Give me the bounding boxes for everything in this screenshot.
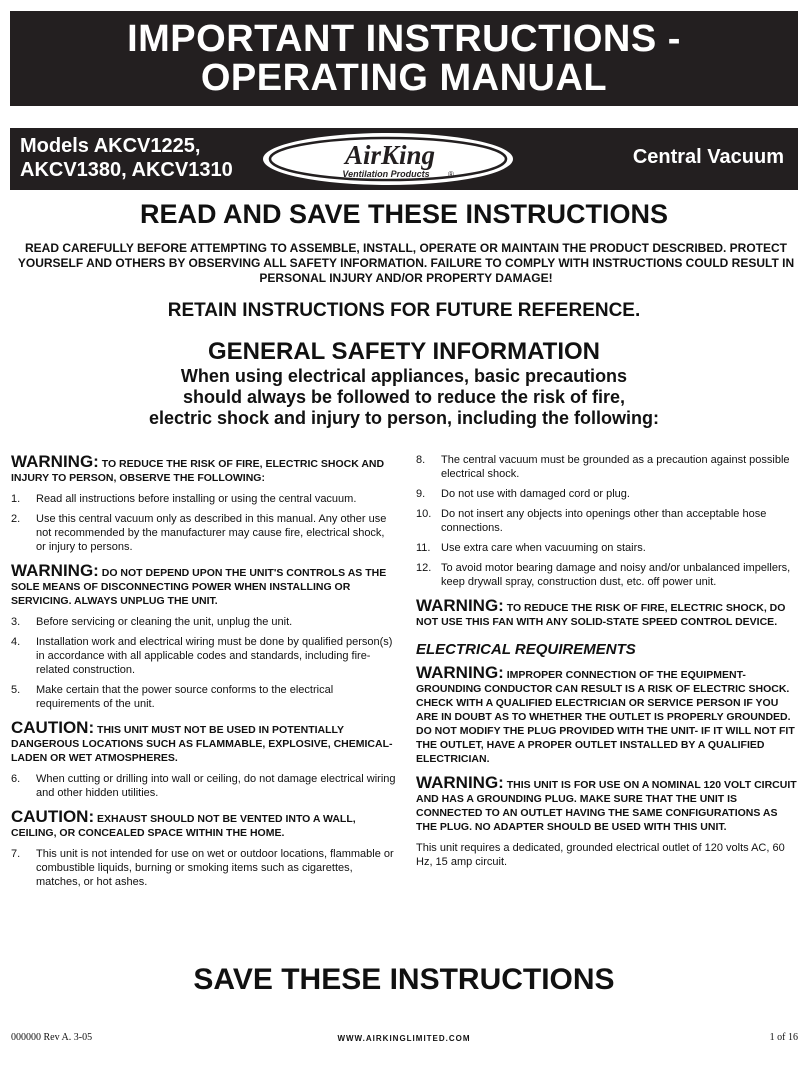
list-item-text: Installation work and electrical wiring must be done by qualified person(s) in accordance with all applicable codes and standards, including fire-related construction. xyxy=(36,636,393,676)
list-item xyxy=(11,615,396,629)
warning-label: WARNING: xyxy=(11,452,99,471)
retain-heading: RETAIN INSTRUCTIONS FOR FUTURE REFERENCE. xyxy=(167,300,641,321)
website-link[interactable]: WWW.AIRKINGLIMITED.COM xyxy=(337,1034,471,1043)
caution-label: CAUTION: xyxy=(11,718,95,737)
list-item-text: This unit is not intended for use on wet or outdoor locations, flammable or combustible liquids, burning or smoking items such as cigarettes, matches, or hot ashes. xyxy=(36,848,394,888)
warning-block xyxy=(416,596,800,629)
list-group xyxy=(11,772,396,800)
doc-revision: 000000 Rev A. 3-05 xyxy=(11,1032,93,1043)
list-item-text: Before servicing or cleaning the unit, unplug the unit. xyxy=(36,616,293,628)
list-group xyxy=(416,453,800,589)
list-item-text: The central vacuum must be grounded as a precaution against possible electrical shock. xyxy=(441,454,790,480)
caution-text: THIS UNIT MUST NOT BE USED IN POTENTIALLY DANGEROUS LOCATIONS SUCH AS FLAMMABLE, EXPLOSIVE, CHEMICAL-LADEN OR WET ATMOSPHERES. xyxy=(11,724,393,764)
list-item xyxy=(416,541,800,555)
electrical-requirements-heading: ELECTRICAL REQUIREMENTS xyxy=(416,641,636,658)
list-item xyxy=(11,492,396,506)
safety-intro xyxy=(0,366,808,429)
caution-block xyxy=(11,718,396,765)
list-item xyxy=(11,772,396,800)
warning-block xyxy=(416,663,800,766)
safety-intro-line-1: When using electrical appliances, basic precautions xyxy=(180,366,628,386)
title-line-2: OPERATING MANUAL xyxy=(200,57,608,99)
warning-label: WARNING: xyxy=(416,663,504,682)
general-safety-heading: GENERAL SAFETY INFORMATION xyxy=(207,338,600,365)
list-item-number: 2. xyxy=(11,513,21,525)
list-item-text: Do not use with damaged cord or plug. xyxy=(441,488,630,500)
right-column xyxy=(416,453,800,869)
warning-label: WARNING: xyxy=(416,773,504,792)
read-save-heading: READ AND SAVE THESE INSTRUCTIONS xyxy=(139,199,669,229)
list-item xyxy=(11,683,396,711)
warning-text: TO REDUCE THE RISK OF FIRE, ELECTRIC SHOCK, DO NOT USE THIS FAN WITH ANY SOLID-STATE SPEED CONTROL DEVICE. xyxy=(416,602,786,628)
logo-registered: ® xyxy=(448,170,454,179)
left-column xyxy=(11,452,396,895)
page-number: 1 of 16 xyxy=(769,1032,798,1043)
list-item xyxy=(416,561,800,589)
list-item xyxy=(11,512,396,554)
list-item xyxy=(11,847,396,889)
warning-text: TO REDUCE THE RISK OF FIRE, ELECTRIC SHOCK AND INJURY TO PERSON, OBSERVE THE FOLLOWING: xyxy=(11,458,385,484)
warning-label: WARNING: xyxy=(416,596,504,615)
list-item-number: 11. xyxy=(416,542,431,554)
list-item xyxy=(11,635,396,677)
list-item-text: To avoid motor bearing damage and noisy and/or unbalanced impellers, keep drywall spray, construction dust, etc. off power unit. xyxy=(441,562,791,588)
caution-label: CAUTION: xyxy=(11,807,95,826)
list-item-text: Make certain that the power source conforms to the electrical requirements of the unit. xyxy=(36,684,334,710)
warning-text: IMPROPER CONNECTION OF THE EQUIPMENT-GROUNDING CONDUCTOR CAN RESULT IS A RISK OF ELECTRIC SHOCK. CHECK WITH A QUALIFIED ELECTRICIAN OR SERVICE PERSON IF YOU ARE IN DOUBT AS TO WHETHER THE OUTLET IS PROPERLY GROUNDED. DO NOT MODIFY THE PLUG PROVIDED WITH THE UNIT- IF IT WILL NOT FIT THE OUTLET, HAVE A PROPER OUTLET INSTALLED BY A QUALIFIED ELECTRICIAN. xyxy=(416,669,795,765)
models-label xyxy=(20,134,233,182)
airking-logo xyxy=(260,131,516,187)
list-item-number: 12. xyxy=(416,562,432,574)
list-group xyxy=(11,847,396,889)
warning-block xyxy=(11,561,396,608)
list-item-number: 6. xyxy=(11,773,21,785)
list-item-text: Read all instructions before installing or using the central vacuum. xyxy=(36,493,357,505)
list-item-number: 1. xyxy=(11,493,21,505)
list-item-text: When cutting or drilling into wall or ceiling, do not damage electrical wiring and other hidden utilities. xyxy=(36,773,396,799)
safety-intro-line-3: electric shock and injury to person, including the following: xyxy=(148,408,660,428)
list-item-number: 8. xyxy=(416,454,426,466)
read-carefully-notice: READ CAREFULLY BEFORE ATTEMPTING TO ASSEMBLE, INSTALL, OPERATE OR MAINTAIN THE PRODUCT DESCRIBED. PROTECT YOURSELF AND OTHERS BY OBSERVING ALL SAFETY INFORMATION. FAILURE TO COMPLY WITH INSTRUCTIONS COULD RESULT IN PERSONAL INJURY AND/OR PROPERTY DAMAGE! xyxy=(17,241,795,285)
list-item-number: 4. xyxy=(11,636,21,648)
caution-text: EXHAUST SHOULD NOT BE VENTED INTO A WALL, CEILING, OR CONCEALED SPACE WITHIN THE HOME. xyxy=(11,813,356,839)
logo-sub: Ventilation Products xyxy=(342,169,430,179)
warning-block xyxy=(11,452,396,485)
product-type: Central Vacuum xyxy=(632,146,784,168)
logo-brand: AirKing xyxy=(344,140,436,170)
list-item-number: 7. xyxy=(11,848,21,860)
save-instructions-heading: SAVE THESE INSTRUCTIONS xyxy=(193,963,615,996)
list-item-text: Do not insert any objects into openings other than acceptable hose connections. xyxy=(441,508,767,534)
list-item-number: 3. xyxy=(11,616,21,628)
list-item-text: Use this central vacuum only as described in this manual. Any other use not recommended by the manufacturer may cause fire, electrical shock, or injury to persons. xyxy=(36,513,387,553)
list-item xyxy=(416,507,800,535)
caution-block xyxy=(11,807,396,840)
list-item xyxy=(416,453,800,481)
list-item-text: Use extra care when vacuuming on stairs. xyxy=(441,542,646,554)
title-line-1: IMPORTANT INSTRUCTIONS - xyxy=(127,18,681,60)
list-item-number: 10. xyxy=(416,508,432,520)
warning-text: THIS UNIT IS FOR USE ON A NOMINAL 120 VOLT CIRCUIT AND HAS A GROUNDING PLUG. MAKE SURE THAT THE UNIT IS CONNECTED TO AN OUTLET HAVING THE SAME CONFIGURATIONS AS THE PLUG. NO ADAPTER SHOULD BE USED WITH THIS UNIT. xyxy=(416,779,797,833)
list-group xyxy=(11,615,396,711)
list-item-number: 9. xyxy=(416,488,426,500)
list-item-number: 5. xyxy=(11,684,21,696)
list-group xyxy=(11,492,396,554)
models-line-2: AKCV1380, AKCV1310 xyxy=(20,159,233,181)
title-banner xyxy=(10,11,798,106)
list-item xyxy=(416,487,800,501)
electrical-requirement-text: This unit requires a dedicated, grounded electrical outlet of 120 volts AC, 60 Hz, 15 amp circuit. xyxy=(416,842,785,868)
warning-text: DO NOT DEPEND UPON THE UNIT'S CONTROLS AS THE SOLE MEANS OF DISCONNECTING POWER WHEN INSTALLING OR SERVICING. ALWAYS UNPLUG THE UNIT. xyxy=(11,567,387,607)
model-banner xyxy=(10,128,798,190)
models-line-1: Models AKCV1225, xyxy=(20,135,201,157)
warning-label: WARNING: xyxy=(11,561,99,580)
warning-block xyxy=(416,773,800,834)
safety-intro-line-2: should always be followed to reduce the risk of fire, xyxy=(182,387,626,407)
